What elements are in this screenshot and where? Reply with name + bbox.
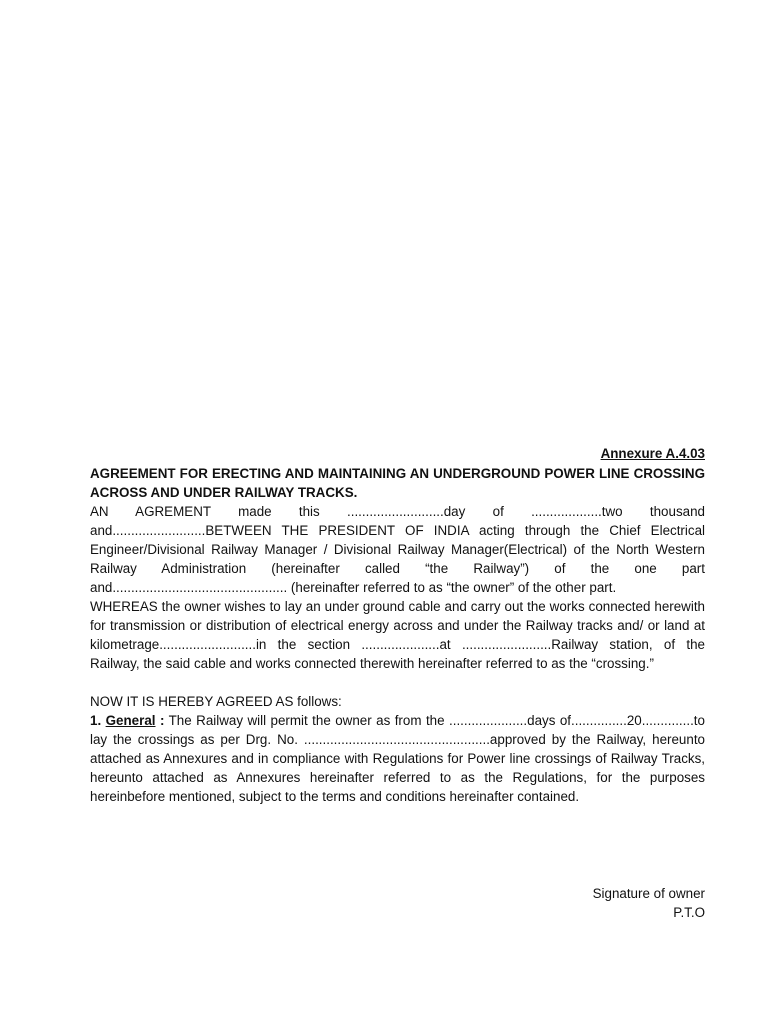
blank-line <box>90 673 705 692</box>
agreed-heading: NOW IT IS HEREBY AGREED AS follows: <box>90 694 342 709</box>
section-text: The Railway will permit the owner as from the .....................days of...............20..............to lay the crossings as per Drg. No. ..................................................approved by the Railway, hereunto attached as Annexures and in compliance with Regulations for Power line crossings of Railway Tracks, hereunto attached as Annexures hereinafter referred to as the Regulations, for the purposes hereinbefore mentioned, subject to the terms and conditions hereinafter contained. <box>90 713 705 804</box>
annexure-label: Annexure A.4.03 <box>600 446 705 461</box>
signature-label: Signature of owner <box>592 886 705 901</box>
section-title: General <box>105 713 156 728</box>
section-general <box>90 711 705 806</box>
signature-block <box>90 884 705 922</box>
section-colon: : <box>159 713 165 728</box>
pto-label: P.T.O <box>673 905 705 920</box>
agreement-title: AGREEMENT FOR ERECTING AND MAINTAINING AN UNDERGROUND POWER LINE CROSSING ACROSS AND UNDER RAILWAY TRACKS. <box>90 466 705 500</box>
agreement-body <box>90 444 705 806</box>
section-number: 1. <box>90 713 102 728</box>
paragraph-whereas: WHEREAS the owner wishes to lay an under ground cable and carry out the works connected herewith for transmission or distribution of electrical energy across and under the Railway tracks and/ or land at kilometrage..........................in the section .....................at ........................Railway station, of the Railway, the said cable and works connected therewith hereinafter referred to as the “crossing.” <box>90 599 705 671</box>
paragraph-parties: AN AGREMENT made this ..........................day of ...................two thousand and.........................BETWEEN THE PRESIDENT OF INDIA acting through the Chief Electrical Engineer/Divisional Railway Manager / Divisional Railway Manager(Electrical) of the North Western Railway Administration (hereinafter called “the Railway”) of the one part and............................................... (hereinafter referred to as “the owner” of the other part. <box>90 504 705 595</box>
